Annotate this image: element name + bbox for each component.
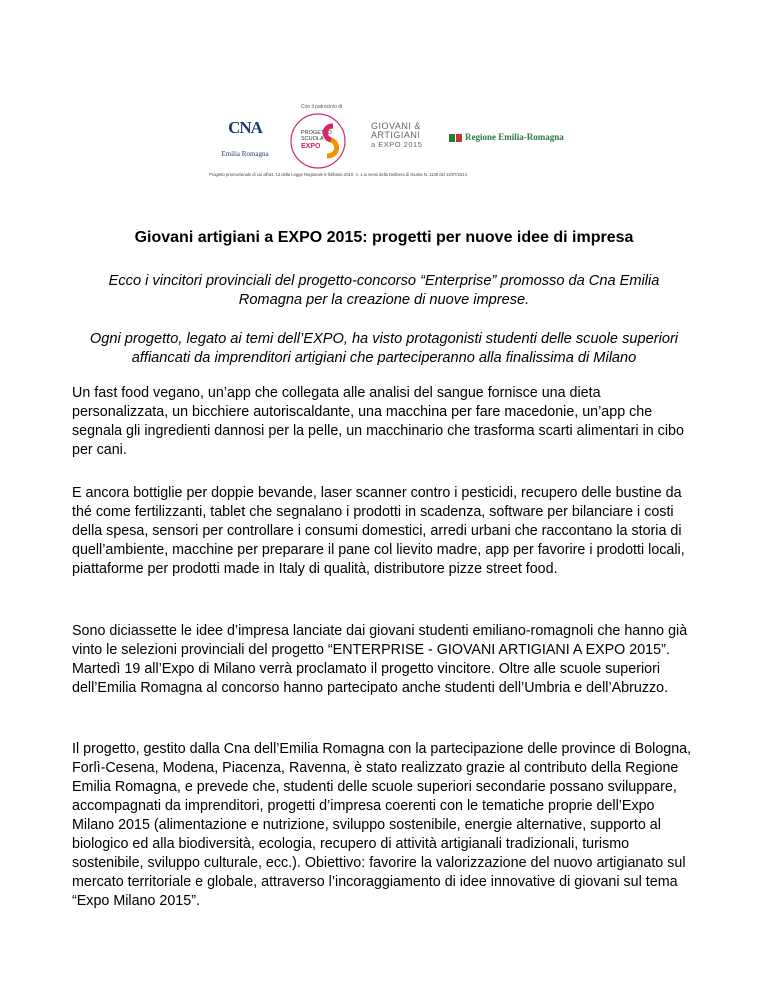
- cna-logo-region: Emilia Romagna: [221, 150, 269, 158]
- giovani-logo-line-1: GIOVANI &: [371, 121, 421, 131]
- article-title: Giovani artigiani a EXPO 2015: progetti per nuove idee di impresa: [134, 229, 634, 246]
- article-paragraph-4: Il progetto, gestito dalla Cna dell’Emilia Romagna con la partecipazione delle province di Bologna, Forlì-Cesena, Modena, Piacenza, Ravenna, è stato realizzato grazie al contributo della Regione Emilia Romagna, e prevede che, studenti delle scuole superiori secondarie possano sviluppare, accompagnati da imprenditori, progetti d’impresa coerenti con le tematiche proprie dell’Expo Milano 2015 (alimentazione e nutrizione, sviluppo sostenibile, energie alternative, supporto al biologico ed alla biodiversità, ecologia, recupero di attività artigianali tradizionali, turismo sostenibile, sviluppo culturale, ecc.). Obiettivo: favorire la valorizzazione del nuovo artigianato sul mercato territoriale e globale, attraverso l’incoraggiamento di idee innovative di giovani sul tema “Expo Milano 2015”.: [72, 741, 692, 909]
- article-subtitle-2: Ogni progetto, legato ai temi dell’EXPO, ha visto protagonisti studenti delle scuole superiori affiancati da imprenditori artigiani che parteciperanno alla finalissima di Milano: [89, 331, 679, 366]
- scuola-logo-line-3: EXPO: [301, 143, 321, 150]
- scuola-logo-line-2: SCUOLA: [301, 136, 324, 142]
- sponsor-logo-strip: [205, 100, 565, 180]
- scuola-logo-line-1: PROGETTO: [301, 130, 332, 136]
- promo-note: Progetto promozionale di cui all'art. 13 della Legge Regionale 9 febbraio 2010, n. 1 ai sensi della Delibera di Giunta N. 1138 del 14/07/2014: [209, 172, 467, 177]
- article-paragraph-3: Sono diciassette le idee d’impresa lanciate dai giovani studenti emiliano-romagnoli che hanno già vinto le selezioni provinciali del progetto “ENTERPRISE - GIOVANI ARTIGIANI A EXPO 2015”. Martedì 19 all’Expo di Milano verrà proclamato il progetto vincitore. Oltre alle scuole superiori dell’Emilia Romagna al concorso hanno partecipato anche studenti dell’Umbria e dell’Abruzzo.: [72, 623, 688, 696]
- regione-emilia-romagna-logo: [449, 132, 564, 146]
- cna-logo: [215, 118, 275, 162]
- article-paragraph-1: Un fast food vegano, un’app che collegata alle analisi del sangue fornisce una dieta personalizzata, un bicchiere autoriscaldante, una macchina per fare macedonie, un’app che segnala gli ingredienti dannosi per la pelle, un macchinario che trasforma scarti alimentari in cibo per cani.: [72, 385, 684, 458]
- cna-logo-name: CNA: [228, 118, 262, 137]
- giovani-artigiani-expo-logo: [371, 122, 441, 162]
- article-paragraph-2: E ancora bottiglie per doppie bevande, laser scanner contro i pesticidi, recupero delle bustine da thé come fertilizzanti, tablet che segnalano i prodotti in scadenza, software per bilanciare i costi della spesa, sensori per controllare i consumi domestici, arredi urbani che raccontano la storia di quell’ambiente, macchine per preparare il pane col lievito madre, app per favorire i prodotti locali, piattaforme per prodotti made in Italy di qualità, distributore pizze street food.: [72, 485, 685, 577]
- article-subtitle-1: Ecco i vincitori provinciali del progetto-concorso “Enterprise” promosso da Cna Emilia Romagna per la creazione di nuove imprese.: [108, 273, 660, 308]
- giovani-logo-line-3: a EXPO 2015: [371, 140, 423, 149]
- region-logo-text: Regione Emilia-Romagna: [465, 132, 564, 142]
- partner-label: Con il patrocinio di: [301, 104, 343, 110]
- progetto-scuola-expo-logo: [289, 112, 347, 170]
- giovani-logo-line-2: ARTIGIANI: [371, 130, 421, 140]
- region-emblem-icon: [449, 132, 463, 144]
